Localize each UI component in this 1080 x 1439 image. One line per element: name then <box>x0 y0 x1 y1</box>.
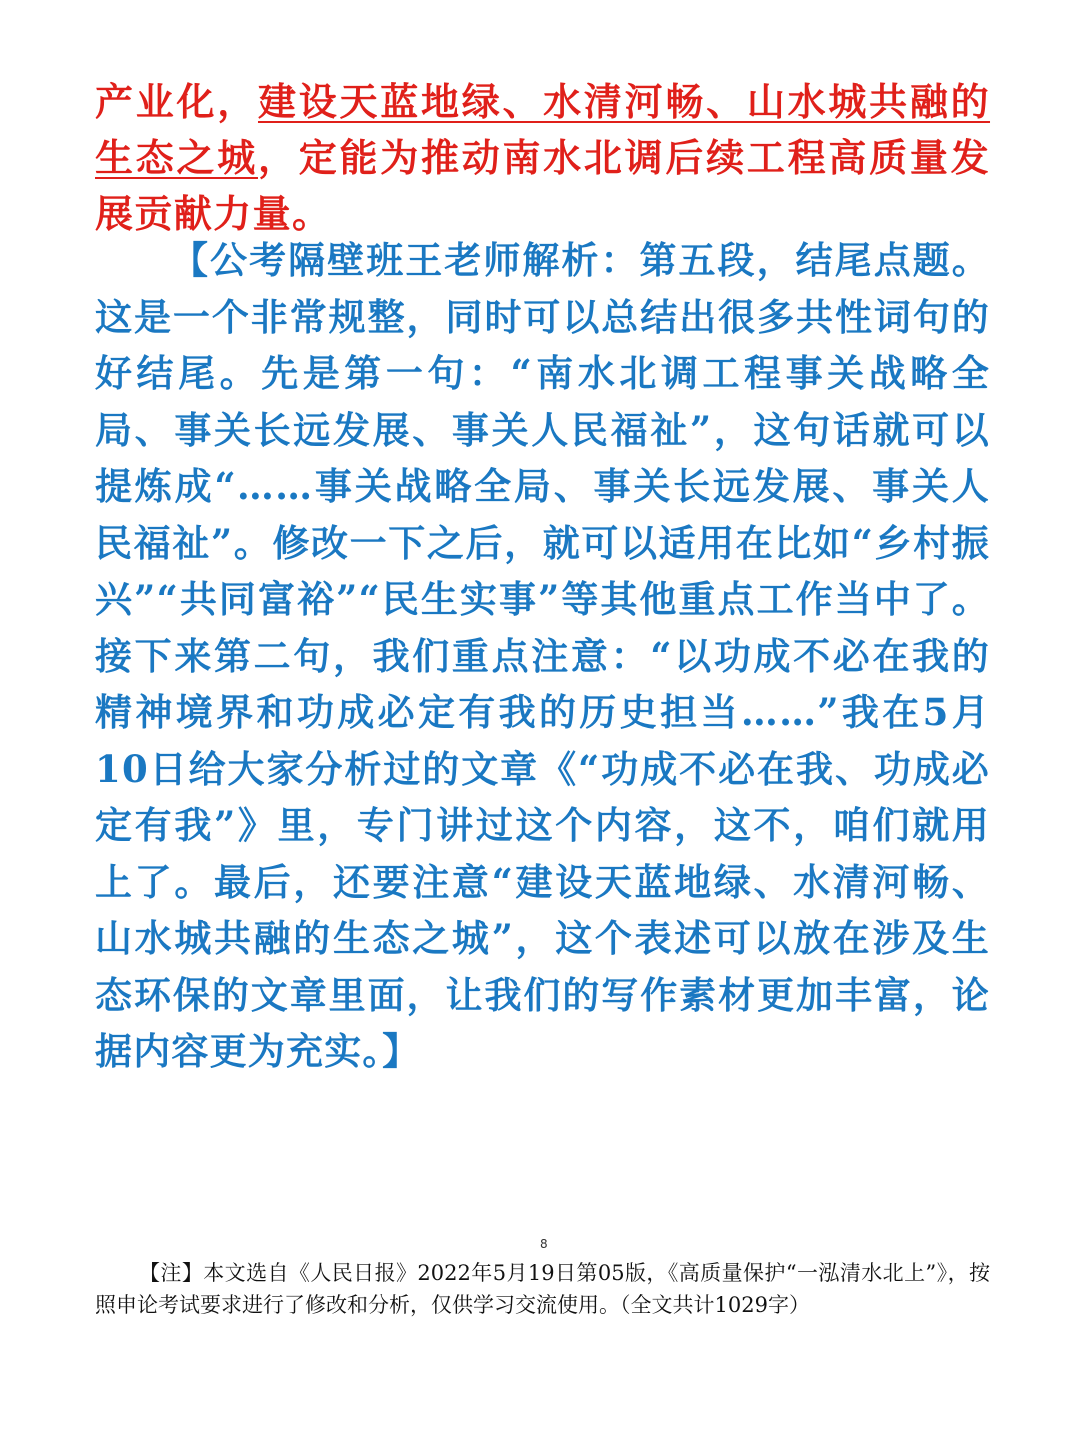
closing-text-start: 产业化， <box>95 79 258 124</box>
closing-text-end: ，定能为推动南水北调后续工程高质量发展贡献力量。 <box>95 135 991 236</box>
page-number: 8 <box>540 1237 548 1251</box>
source-footnote: 【注】本文选自《人民日报》2022年5月19日第05版，《高质量保护“一泓清水北上”》，按照申论考试要求进行了修改和分析，仅供学习交流使用。（全文共计1029字） <box>95 1261 990 1317</box>
article-closing-paragraph <box>95 74 990 242</box>
underlined-highlight-phrase: 建设天蓝地绿、水清河畅、山水城共融的生态之城 <box>95 79 991 180</box>
teacher-analysis-paragraph: 【公考隔壁班王老师解析：第五段，结尾点题。这是一个非常规整，同时可以总结出很多共性词句的好结尾。先是第一句：“南水北调工程事关战略全局、事关长远发展、事关人民福祉”，这句话就可以提炼成“……事关战略全局、事关长远发展、事关人民福祉”。修改一下之后，就可以适用在比如“乡村振兴”“共同富裕”“民生实事”等其他重点工作当中了。接下来第二句，我们重点注意：“以功成不必在我的精神境界和功成必定有我的历史担当……”我在5月10日给大家分析过的文章《“功成不必在我、功成必定有我”》里，专门讲过这个内容，这不，咱们就用上了。最后，还要注意“建设天蓝地绿、水清河畅、山水城共融的生态之城”，这个表述可以放在涉及生态环保的文章里面，让我们的写作素材更加丰富，论据内容更为充实。】 <box>95 238 990 1073</box>
